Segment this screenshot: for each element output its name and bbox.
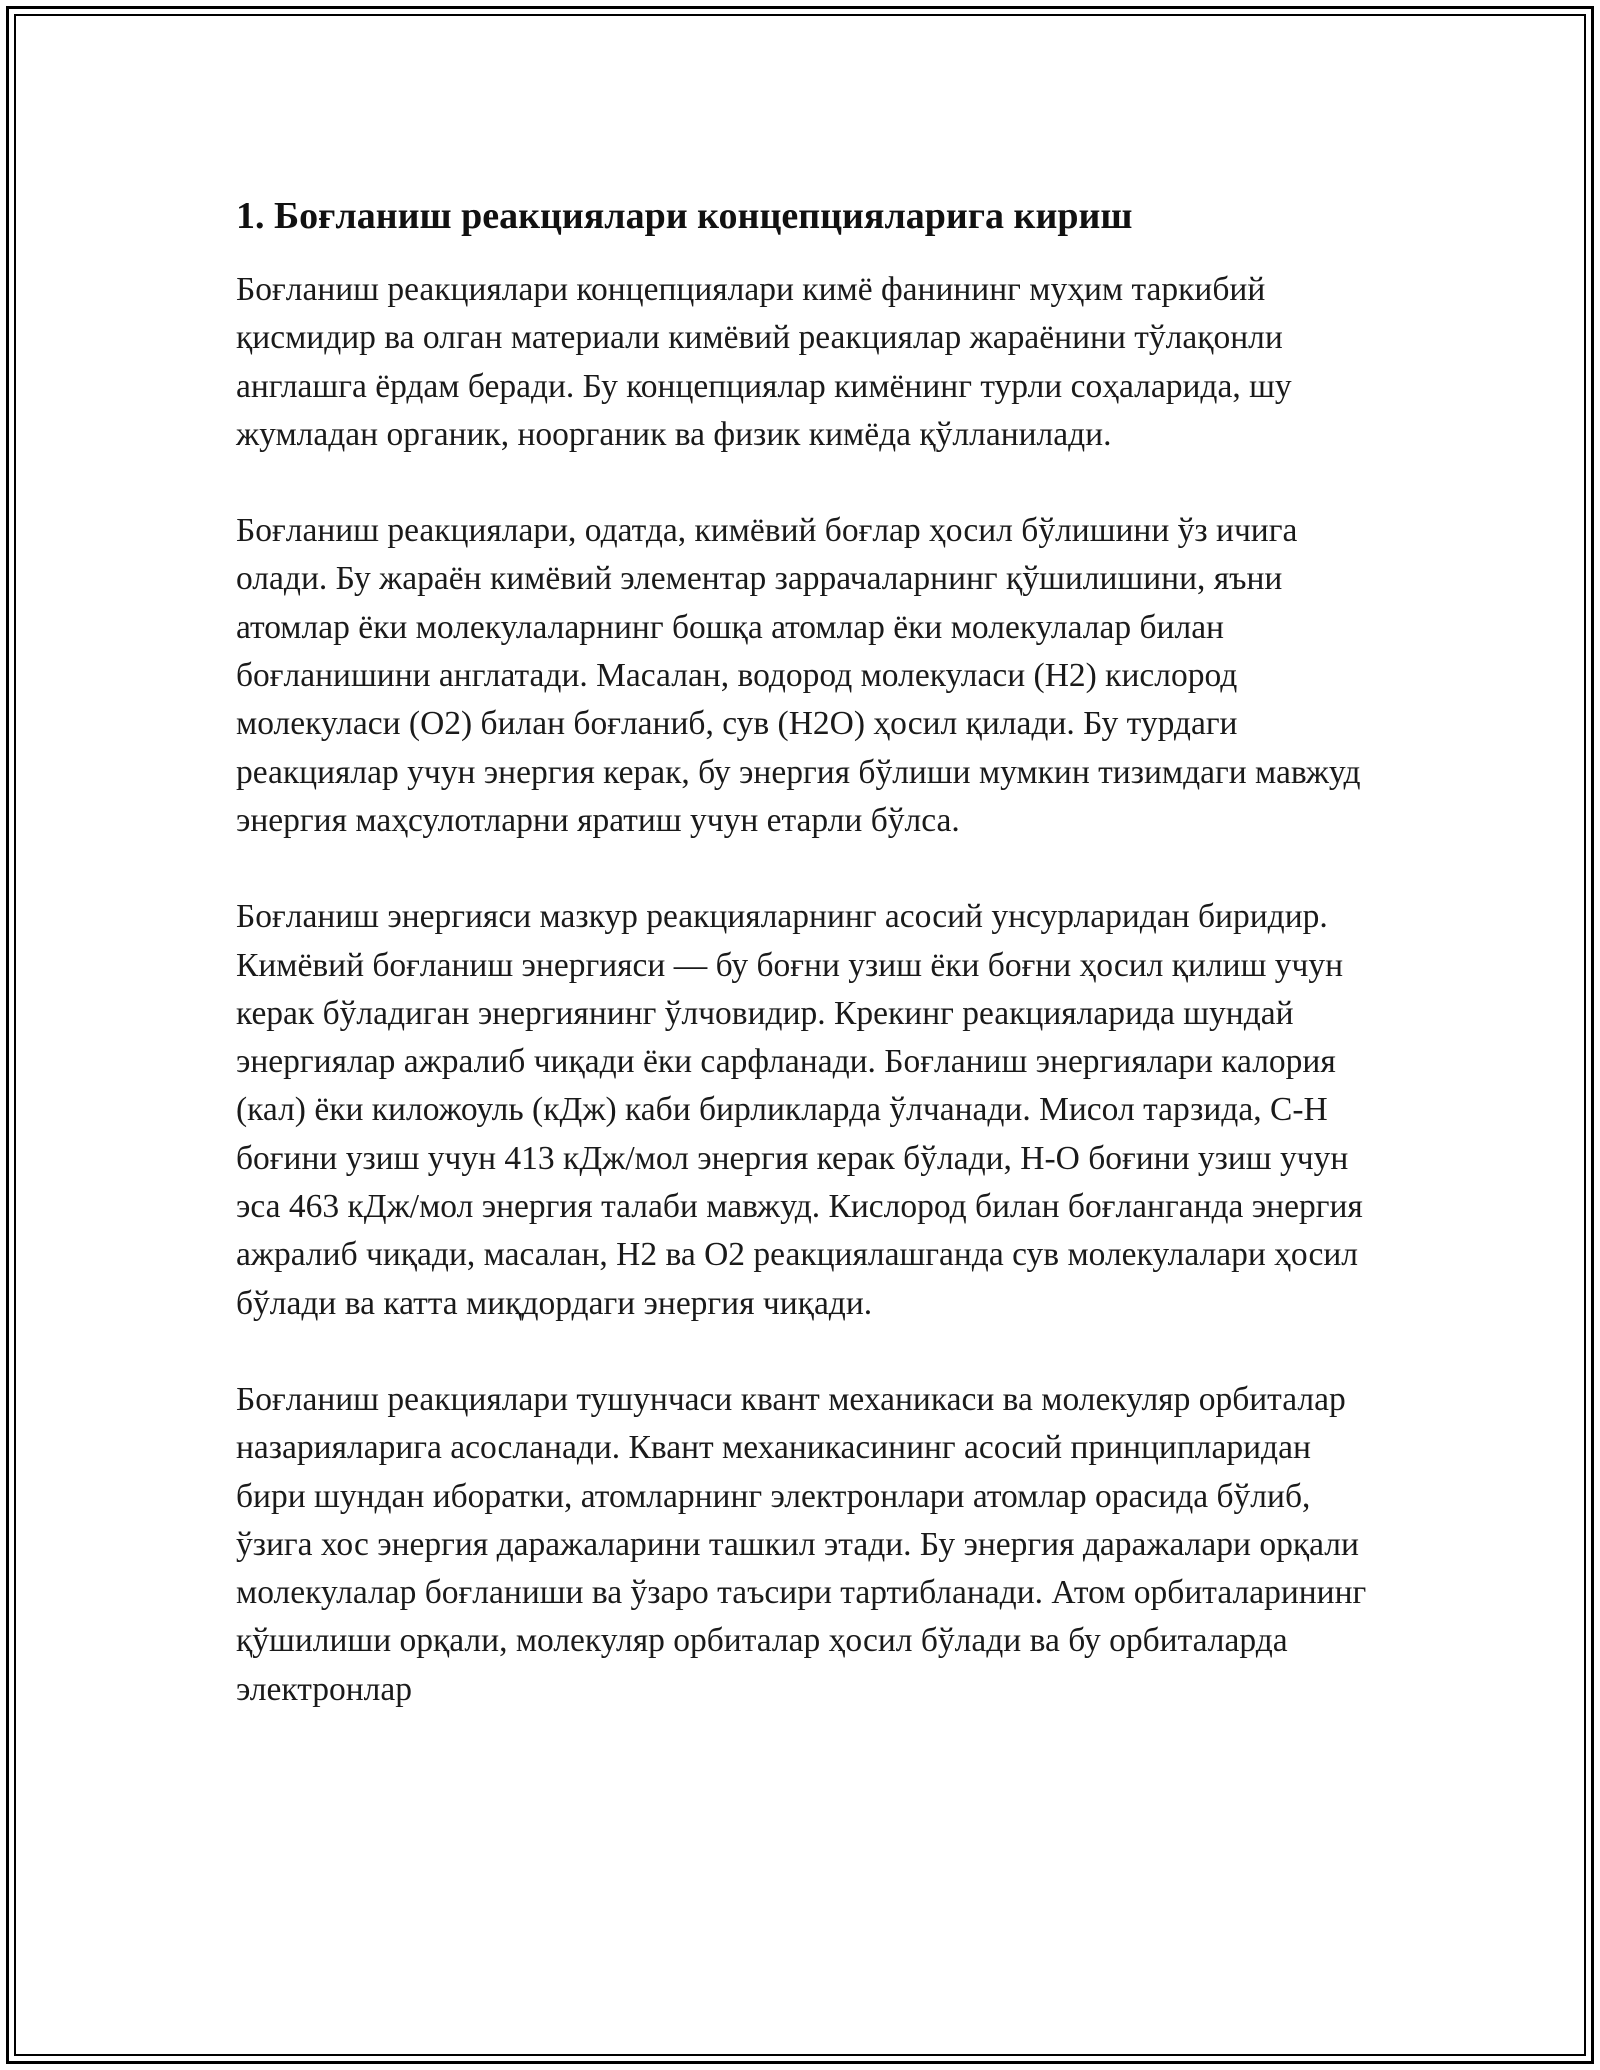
paragraph-4: Боғланиш реакциялари тушунчаси квант механикаси ва молекуляр орбиталар назарияларига асосланади. Квант механикасининг асосий принципларидан бири шундан иборатки, атомларнинг электронлари атомлар орасида бўлиб, ўзига хос энергия даражаларини ташкил этади. Бу энергия даражалари орқали молекулалар боғланиши ва ўзаро таъсири тартибланади. Атом орбиталарининг қўшилиши орқали, молекуляр орбиталар ҳосил бўлади ва бу орбиталарда электронлар (236, 1380, 1367, 1708)
paragraph-1: Боғланиш реакциялари концепциялари кимё фанининг муҳим таркибий қисмидир ва олган материали кимёвий реакциялар жараёнини тўлақонли англашга ёрдам беради. Бу концепциялар кимёнинг турли соҳаларида, шу жумладан органик, ноорганик ва физик кимёда қўлланилади. (236, 271, 1292, 453)
document-body (236, 192, 1376, 1762)
paragraph-2: Боғланиш реакциялари, одатда, кимёвий боғлар ҳосил бўлишини ўз ичига олади. Бу жараён кимёвий элементар заррачаларнинг қўшилишини, яъни атомлар ёки молекулаларнинг бошқа атомлар ёки молекулалар билан боғланишини англатади. Масалан, водород молекуласи (H2) кислород молекуласи (O2) билан боғланиб, сув (H2O) ҳосил қилади. Бу турдаги реакциялар учун энергия керак, бу энергия бўлиши мумкин тизимдаги мавжуд энергия маҳсулотларни яратиш учун етарли бўлса. (236, 512, 1361, 839)
paragraph-3: Боғланиш энергияси мазкур реакцияларнинг асосий унсурларидан биридир. Кимёвий боғланиш энергияси — бу боғни узиш ёки боғни ҳосил қилиш учун керак бўладиган энергиянинг ўлчовидир. Крекинг реакцияларида шундай энергиялар ажралиб чиқади ёки сарфланади. Боғланиш энергиялари калория (кал) ёки киложоуль (кДж) каби бирликларда ўлчанади. Мисол тарзида, C-H боғини узиш учун 413 кДж/мол энергия керак бўлади, H-O боғини узиш учун эса 463 кДж/мол энергия талаби мавжуд. Кислород билан боғланганда энергия ажралиб чиқади, масалан, H2 ва O2 реакциялашганда сув молекулалари ҳосил бўлади ва катта миқдордаги энергия чиқади. (236, 898, 1363, 1322)
section-heading: 1. Боғланиш реакциялари концепцияларига кириш (236, 195, 1133, 237)
